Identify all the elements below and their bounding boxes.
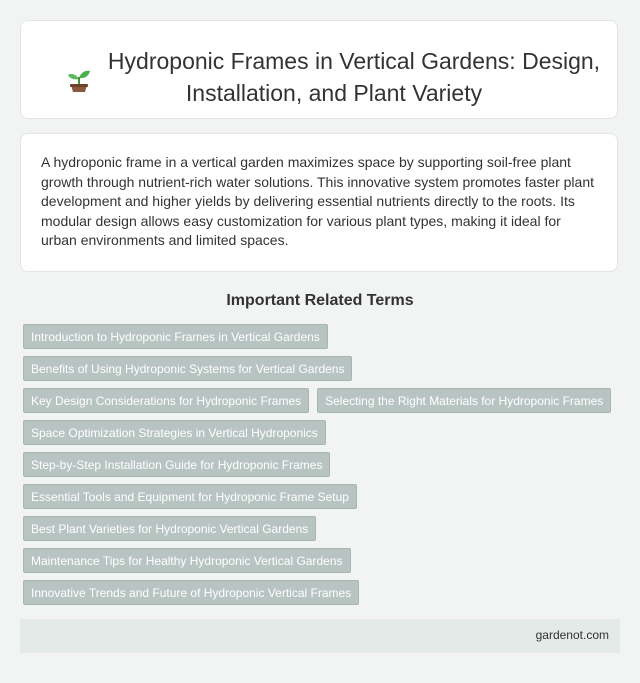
footer-site-name[interactable]: gardenot.com — [535, 628, 609, 642]
header-card — [20, 20, 618, 119]
intro-paragraph: A hydroponic frame in a vertical garden maximizes space by supporting soil-free plant growth through nutrient-rich water solutions. This innovative system promotes faster plant development and higher yields by delivering essential nutrients directly to the roots. Its modular design allows easy customization for various plant types, making it ideal for urban environments and limited spaces. — [41, 154, 594, 248]
related-terms-list — [23, 324, 618, 612]
intro-card — [20, 133, 618, 272]
related-term-tag[interactable]: Essential Tools and Equipment for Hydroponic Frame Setup — [23, 484, 357, 509]
related-term-tag[interactable]: Best Plant Varieties for Hydroponic Vertical Gardens — [23, 516, 316, 541]
related-terms-heading: Important Related Terms — [226, 292, 414, 309]
related-term-tag[interactable]: Key Design Considerations for Hydroponic Frames — [23, 388, 309, 413]
related-term-tag[interactable]: Benefits of Using Hydroponic Systems for Vertical Gardens — [23, 356, 352, 381]
related-term-tag[interactable]: Step-by-Step Installation Guide for Hydroponic Frames — [23, 452, 330, 477]
related-term-tag[interactable]: Maintenance Tips for Healthy Hydroponic Vertical Gardens — [23, 548, 351, 573]
related-term-tag[interactable]: Innovative Trends and Future of Hydroponic Vertical Frames — [23, 580, 359, 605]
page-title: Hydroponic Frames in Vertical Gardens: Design, Installation, and Plant Variety — [107, 48, 601, 106]
footer — [20, 619, 620, 653]
related-term-tag[interactable]: Selecting the Right Materials for Hydroponic Frames — [317, 388, 611, 413]
related-term-tag[interactable]: Introduction to Hydroponic Frames in Vertical Gardens — [23, 324, 328, 349]
related-term-tag[interactable]: Space Optimization Strategies in Vertical Hydroponics — [23, 420, 326, 445]
